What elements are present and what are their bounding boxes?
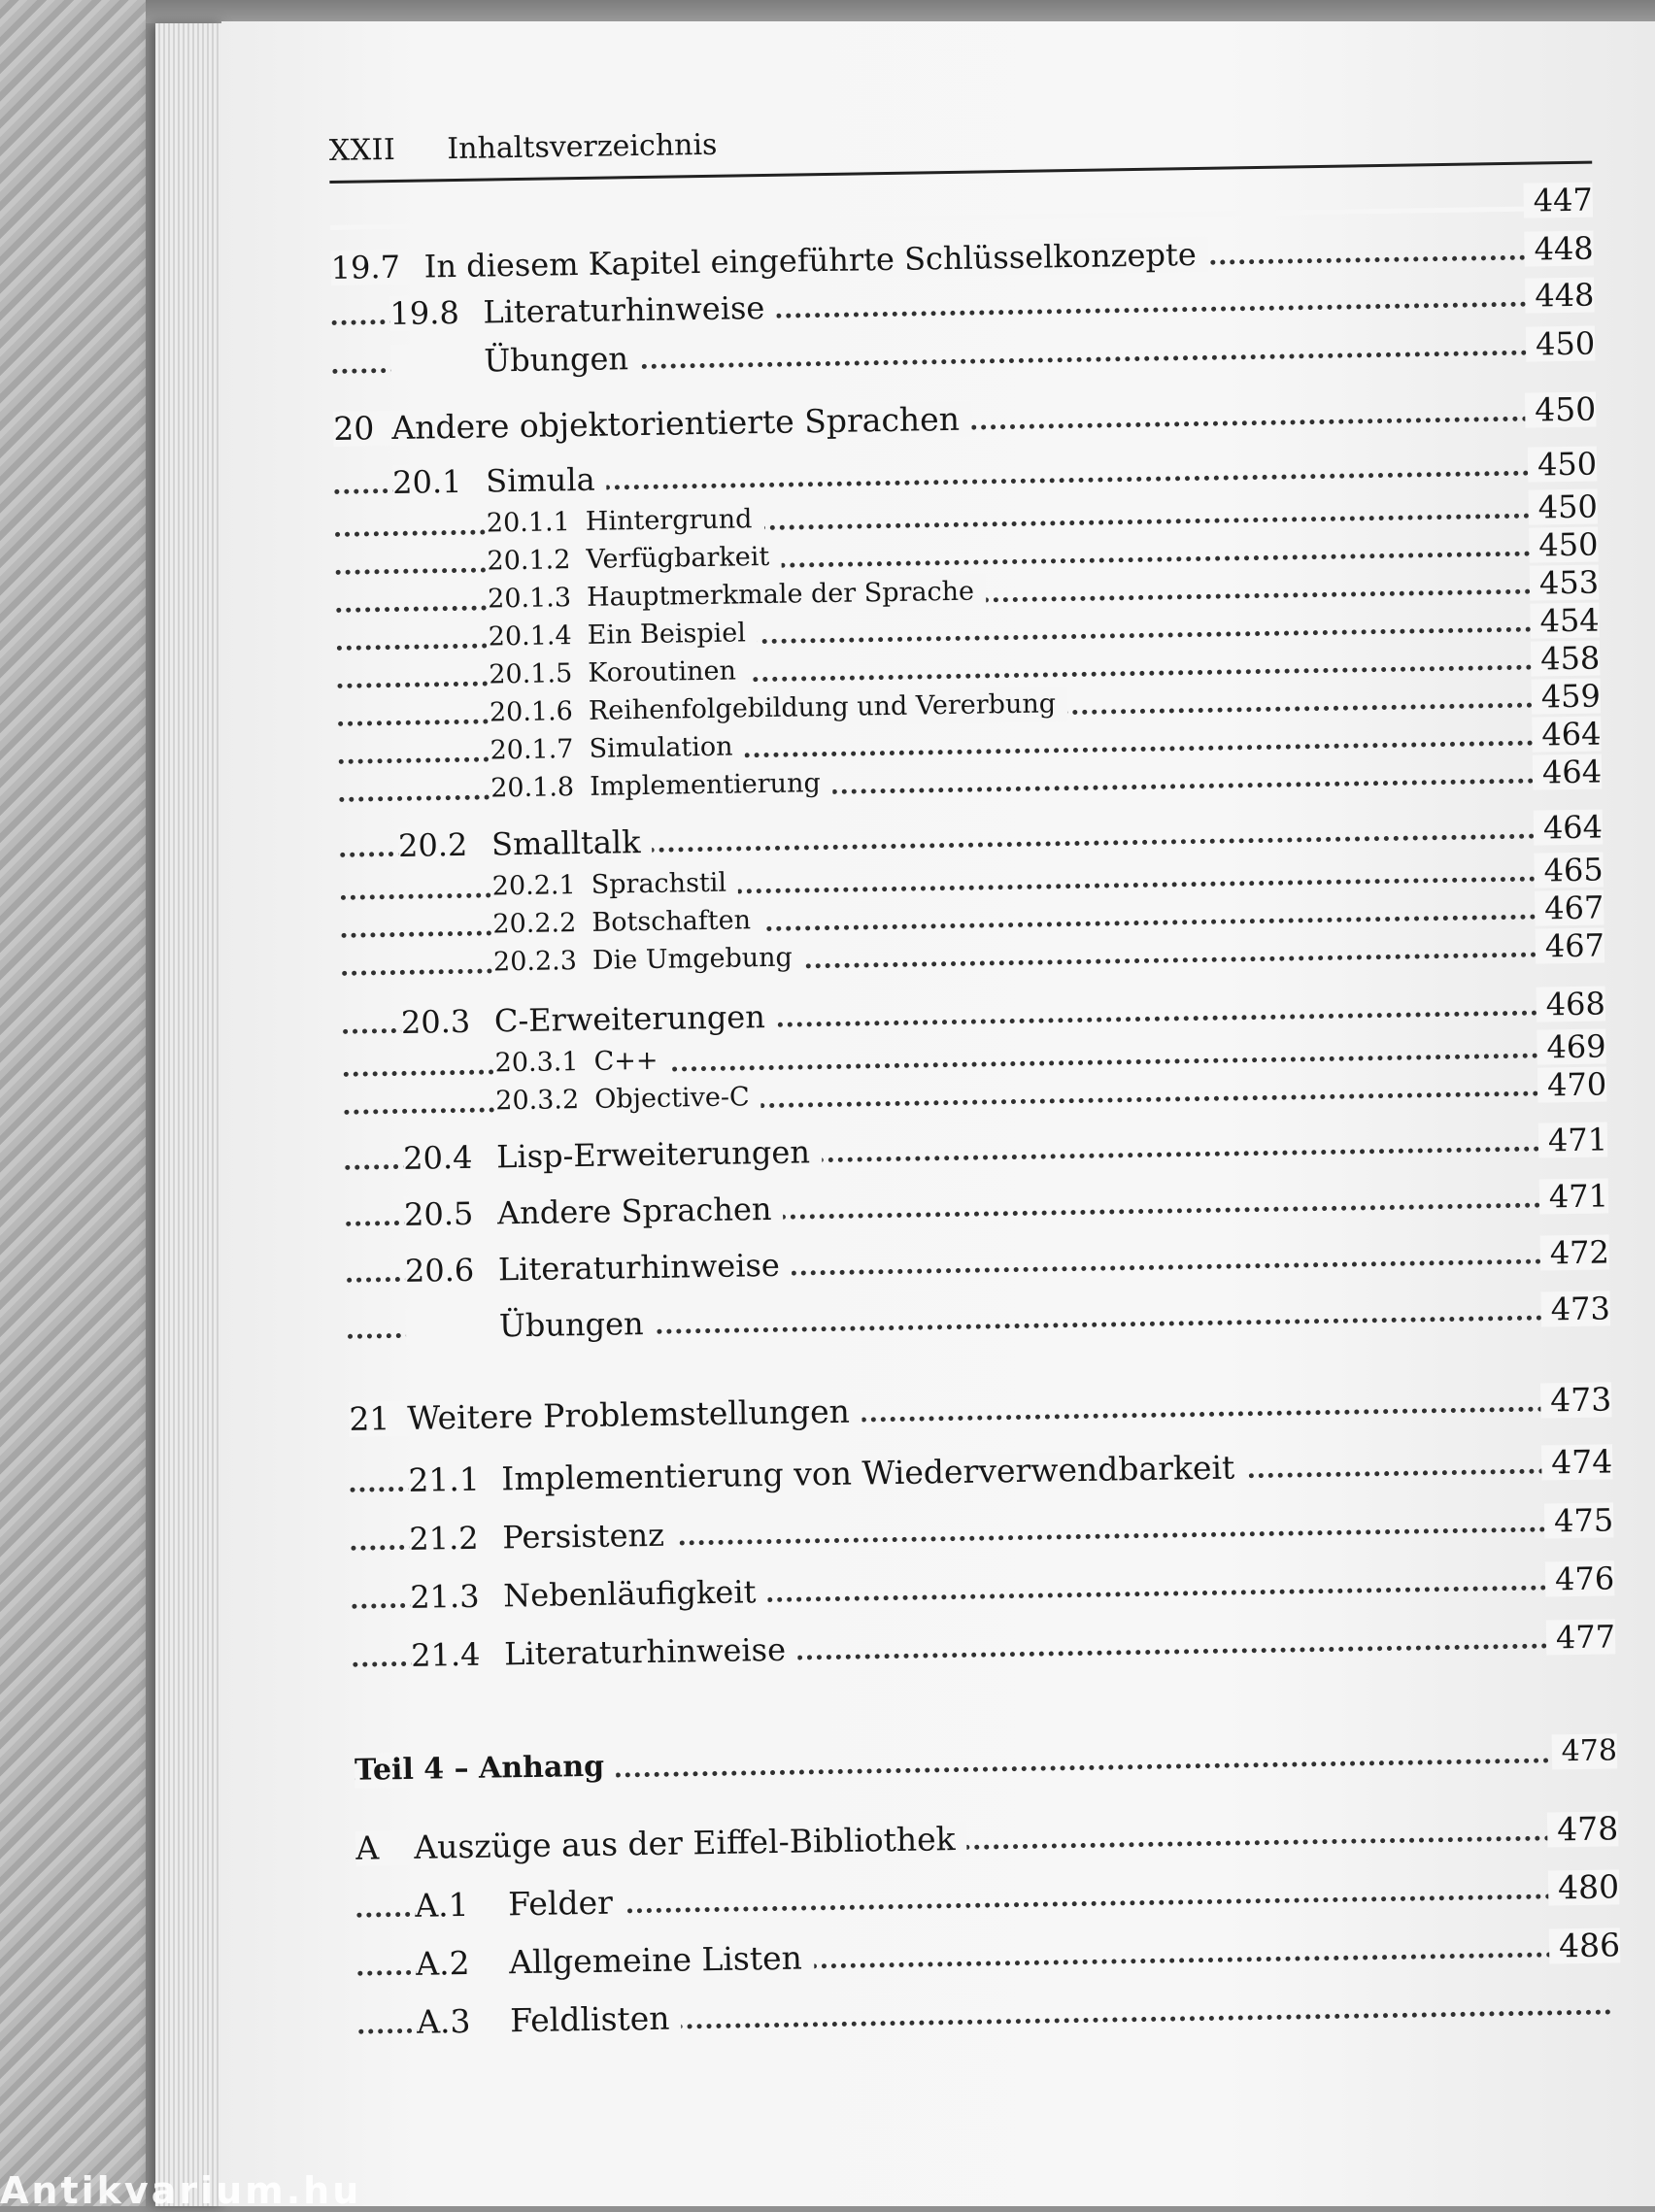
toc-page: 472 [1539,1234,1609,1270]
toc-number: 20.2 [397,825,468,864]
toc-number: 20.6 [404,1251,475,1290]
toc-number [406,1336,499,1338]
toc-title: Felder [507,1883,614,1924]
toc-title: Literaturhinweise [503,1630,787,1673]
background-top [146,0,1655,23]
toc-number: 21 [349,1399,390,1438]
toc-page: 480 [1548,1869,1620,1905]
toc-entry [346,1178,1608,1236]
toc-number: 20.3.1 [494,1047,579,1079]
background-left [0,0,146,2206]
toc-page: 471 [1538,1122,1608,1157]
toc-title: Verfügbarkeit [586,541,770,575]
toc-entry [348,1290,1610,1349]
toc-number: A.3 [416,2001,471,2041]
toc-title: Allgemeine Listen [508,1938,803,1982]
page-title: Inhaltsverzeichnis [447,127,718,167]
toc-number: 20.1.8 [490,772,575,804]
toc-page: 468 [1536,986,1605,1022]
watermark: Antikvarium.hu [0,2169,362,2212]
toc-content [328,78,1624,2206]
toc-title: Objective-C [594,1082,750,1115]
toc-title: Übungen [483,340,629,380]
toc-chapter [333,389,1597,451]
toc-title: Simulation [589,731,733,764]
toc-entry [351,1502,1613,1560]
toc-title: Auszüge aus der Eiffel-Bibliothek [414,1820,956,1866]
toc-page: 474 [1541,1444,1613,1480]
toc-title: Botschaften [591,905,752,938]
dot-leader [330,206,1583,230]
toc-entry [350,1444,1612,1502]
toc-number: 20.1.2 [487,545,571,577]
toc-page: 447 [1523,183,1593,218]
toc-page: 458 [1531,641,1601,677]
toc-page: 478 [1547,1811,1619,1847]
toc-number: 20.1.1 [486,507,571,539]
toc-number: 21.4 [410,1635,481,1674]
toc-number: A [355,1828,380,1867]
toc-title: Sprachstil [591,867,727,900]
toc-title: C++ [593,1045,659,1077]
toc-entry [330,183,1593,241]
toc-page: 473 [1540,1382,1612,1418]
toc-page: 450 [1529,527,1599,563]
toc-page: 470 [1537,1066,1607,1102]
toc-entry [353,1619,1615,1677]
toc-title: C-Erweiterungen [493,998,766,1040]
toc-page: 450 [1528,489,1598,525]
toc-entry [345,1122,1607,1180]
toc-title: Nebenläufigkeit [502,1573,757,1615]
toc-page: 467 [1535,889,1604,925]
toc-number: 20.3.2 [495,1085,580,1117]
toc-title: Smalltalk [490,823,641,863]
toc-title: Persistenz [502,1516,665,1557]
toc-number: 19.8 [389,293,460,333]
running-header [329,128,718,168]
toc-number: A.2 [415,1943,470,1983]
toc-number: 20.1.4 [488,620,572,653]
toc-entry [356,1869,1619,1927]
toc-number: 20.2.2 [492,908,577,940]
toc-title: Literaturhinweise [497,1246,781,1289]
toc-number: 20.1.5 [489,658,573,690]
toc-page: 464 [1533,754,1603,789]
toc-page: 450 [1528,447,1598,483]
toc-page: 464 [1534,809,1604,845]
toc-chapter [355,1811,1618,1869]
toc-number [390,372,484,374]
toc-number: 20.1.6 [489,696,574,728]
toc-title: Hintergrund [585,504,753,537]
toc-page: 469 [1537,1028,1606,1064]
toc-page: 473 [1540,1290,1610,1326]
toc-title: Koroutinen [588,655,737,688]
toc-number: 21.2 [409,1519,479,1558]
toc-entry [352,1560,1614,1619]
toc-number: 20.1.3 [487,583,572,615]
toc-number: 20.3 [400,1002,471,1041]
page-number: XXII [328,132,396,168]
toc-entry [358,1986,1621,2044]
toc-number: 19.7 [330,248,401,286]
toc-title: Übungen [498,1305,644,1345]
toc-page: 453 [1530,565,1600,601]
toc-page: 464 [1532,716,1602,752]
book-page [221,21,1655,2206]
toc-page: 454 [1530,603,1600,639]
toc-page: 467 [1536,927,1605,963]
toc-title: Teil 4 – Anhang [354,1749,605,1788]
toc-title: Literaturhinweise [483,288,765,331]
toc-page: 475 [1544,1502,1614,1538]
toc-title: Weitere Problemstellungen [407,1391,851,1437]
toc-number: 20.2.1 [491,870,576,902]
toc-number: A.1 [414,1885,469,1925]
toc-page: 476 [1545,1560,1615,1596]
toc-title: In diesem Kapitel eingeführte Schlüsselkonzepte [423,235,1197,285]
toc-number: 21.3 [409,1577,480,1616]
book-page-edges [155,23,225,2206]
toc-page: 450 [1526,326,1596,362]
toc-number: 20.1.7 [490,734,574,766]
toc-title: Feldlisten [509,1998,670,2040]
toc-page: 471 [1539,1178,1609,1214]
toc-number: 21.1 [408,1459,481,1499]
toc-number: 20.4 [402,1138,473,1177]
toc-entry [347,1234,1609,1292]
toc-title: Die Umgebung [591,942,794,976]
toc-number: 20.5 [403,1194,474,1233]
toc-page: 450 [1525,392,1597,428]
toc-chapter [349,1382,1611,1440]
toc-entry [357,1927,1620,1986]
toc-entry [332,326,1595,385]
toc-title: Simula [485,460,595,500]
toc-number: 20.1 [391,462,462,502]
toc-title: Andere Sprachen [496,1190,772,1232]
toc-title: Lisp-Erweiterungen [495,1133,811,1176]
toc-title: Implementierung von Wiederverwendbarkeit [501,1448,1235,1498]
toc-page: 459 [1531,679,1601,715]
toc-title: Andere objektorientierte Sprachen [391,399,961,448]
toc-part [355,1733,1617,1792]
toc-page: 486 [1549,1927,1621,1963]
toc-title: Hauptmerkmale der Sprache [586,576,975,613]
toc-title: Implementierung [589,768,821,802]
toc-page: 465 [1534,852,1604,888]
toc-number: 20.2.3 [492,946,578,978]
toc-number: 20 [333,409,375,448]
toc-title: Reihenfolgebildung und Vererbung [588,688,1057,726]
toc-page: 448 [1525,278,1595,314]
toc-title: Ein Beispiel [587,618,747,651]
toc-page: 478 [1551,1733,1617,1769]
toc-page: 477 [1546,1619,1616,1655]
toc-page: 448 [1524,231,1594,267]
